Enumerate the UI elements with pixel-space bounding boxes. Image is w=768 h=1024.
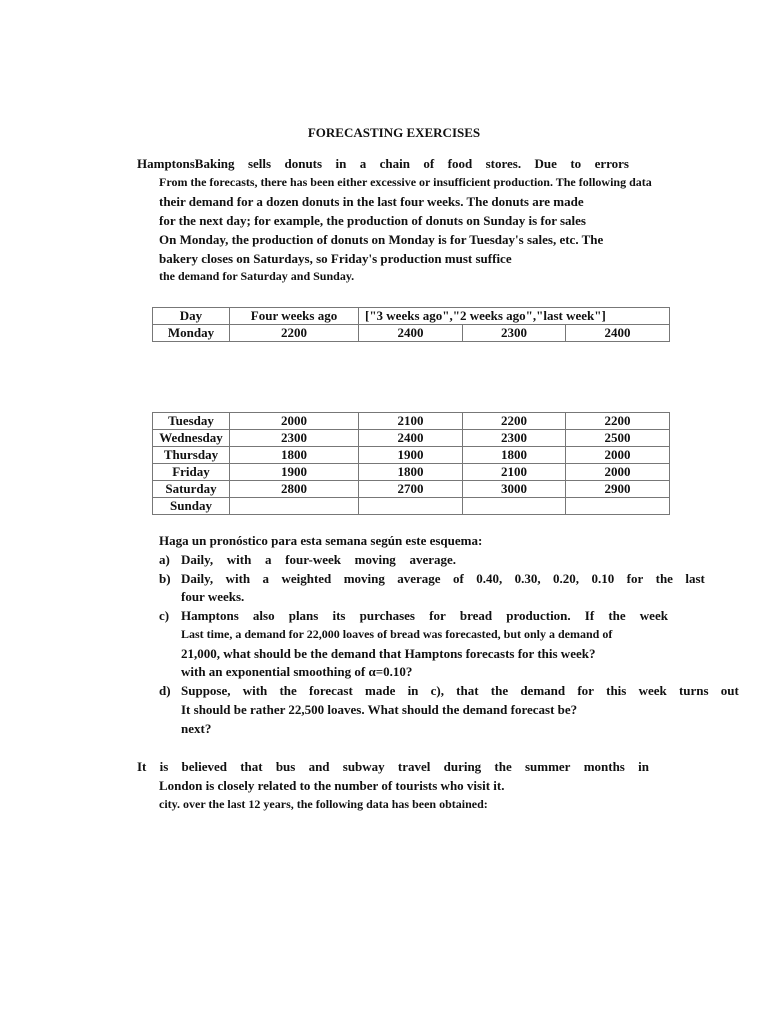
question-c-line-3: 21,000, what should be the demand that Hamptons forecasts for this week? (181, 646, 596, 661)
cell: 2400 (359, 325, 463, 342)
word: moving (354, 552, 396, 567)
exercise-2-line-1 (137, 759, 649, 775)
word: the (494, 759, 512, 774)
question-c-text (181, 608, 668, 624)
word: and (308, 759, 330, 774)
word: last (685, 571, 705, 586)
cell: 2900 (566, 481, 670, 498)
word: in (407, 683, 419, 698)
cell: 2200 (230, 325, 359, 342)
word: moving (343, 571, 385, 586)
word: Daily, (181, 552, 214, 567)
exercise-2-line-3: city. over the last 12 years, the following data has been obtained: (159, 797, 488, 811)
cell: 2700 (359, 481, 463, 498)
row-day: Saturday (153, 481, 230, 498)
word: week (639, 608, 668, 623)
word: in (335, 156, 347, 171)
cell: 2000 (230, 413, 359, 430)
intro-line-3: their demand for a dozen donuts in the last four weeks. The donuts are made (159, 194, 584, 209)
word: It (137, 759, 147, 774)
table-row (153, 498, 670, 515)
word: 0.20, (553, 571, 580, 586)
word: weighted (281, 571, 332, 586)
demand-table-header (152, 307, 670, 342)
document-title: FORECASTING EXERCISES (307, 125, 481, 140)
word: during (443, 759, 482, 774)
row-day: Wednesday (153, 430, 230, 447)
question-b-label: b) (159, 571, 171, 586)
question-c-label: c) (159, 608, 170, 623)
question-d-label: d) (159, 683, 171, 698)
intro-line-1 (137, 156, 629, 172)
question-a-label: a) (159, 552, 170, 567)
word: a (359, 156, 367, 171)
cell: 2500 (566, 430, 670, 447)
word: subway (342, 759, 385, 774)
word: 0.40, (476, 571, 503, 586)
word: bread (459, 608, 493, 623)
word: months (583, 759, 625, 774)
word: Daily, (181, 571, 214, 586)
question-a-text (181, 552, 456, 568)
word: with (242, 683, 268, 698)
header-day: Day (153, 308, 230, 325)
word: demand (520, 683, 566, 698)
header-four-weeks-ago: Four weeks ago (230, 308, 359, 325)
word: 0.10 (591, 571, 615, 586)
word: average (397, 571, 441, 586)
cell: 2000 (566, 447, 670, 464)
cell: 2400 (566, 325, 670, 342)
word: summer (524, 759, 571, 774)
row-day: Friday (153, 464, 230, 481)
word: HamptonsBaking (137, 156, 235, 171)
row-day: Monday (153, 325, 230, 342)
word: errors (594, 156, 629, 171)
word: Suppose, (181, 683, 231, 698)
word: bus (275, 759, 296, 774)
word: with (226, 552, 252, 567)
cell: 2300 (463, 325, 566, 342)
word: of (452, 571, 464, 586)
word: the (279, 683, 297, 698)
word: c), (430, 683, 444, 698)
word: for (429, 608, 446, 623)
word: the (490, 683, 509, 698)
cell: 1800 (230, 447, 359, 464)
word: with (225, 571, 251, 586)
intro-line-5: On Monday, the production of donuts on Monday is for Tuesday's sales, etc. The (159, 232, 604, 247)
word: that (456, 683, 479, 698)
word: week (638, 683, 667, 698)
demand-table-body (152, 412, 670, 515)
word: for (577, 683, 594, 698)
word: out (720, 683, 739, 698)
word: average. (409, 552, 456, 567)
word: made (365, 683, 396, 698)
cell (566, 498, 670, 515)
question-b-line-2: four weeks. (181, 589, 245, 604)
exercise-2-line-2: London is closely related to the number of tourists who visit it. (159, 778, 505, 793)
cell: 1900 (359, 447, 463, 464)
word: forecast (309, 683, 353, 698)
word: also (252, 608, 275, 623)
intro-line-7: the demand for Saturday and Sunday. (159, 269, 355, 283)
table-header-row (153, 308, 670, 325)
word: sells (247, 156, 272, 171)
word: donuts (284, 156, 323, 171)
table-row (153, 447, 670, 464)
word: travel (397, 759, 431, 774)
cell: 2200 (566, 413, 670, 430)
questions-lead: Haga un pronóstico para esta semana según este esquema: (159, 533, 483, 548)
word: If (584, 608, 595, 623)
word: the (608, 608, 626, 623)
word: a (265, 552, 272, 567)
word: for (626, 571, 644, 586)
word: production. (506, 608, 571, 623)
word: the (655, 571, 673, 586)
table-row (153, 430, 670, 447)
word: chain (379, 156, 410, 171)
cell: 2100 (359, 413, 463, 430)
cell: 2100 (463, 464, 566, 481)
word: plans (288, 608, 319, 623)
word: to (570, 156, 582, 171)
row-day: Sunday (153, 498, 230, 515)
question-c-line-2: Last time, a demand for 22,000 loaves of bread was forecasted, but only a demand of (181, 627, 613, 641)
cell: 2300 (463, 430, 566, 447)
cell: 2300 (230, 430, 359, 447)
word: this (606, 683, 627, 698)
word: stores. (485, 156, 522, 171)
cell: 2000 (566, 464, 670, 481)
cell: 1800 (463, 447, 566, 464)
word: that (240, 759, 263, 774)
intro-line-6: bakery closes on Saturdays, so Friday's production must suffice (159, 251, 512, 266)
cell: 2200 (463, 413, 566, 430)
word: believed (181, 759, 227, 774)
cell: 3000 (463, 481, 566, 498)
word: purchases (359, 608, 415, 623)
table-row (153, 413, 670, 430)
cell: 1900 (230, 464, 359, 481)
word: of (423, 156, 435, 171)
cell (230, 498, 359, 515)
table-row (153, 464, 670, 481)
word: turns (678, 683, 709, 698)
word: four-week (285, 552, 341, 567)
word: Hamptons (181, 608, 239, 623)
cell (463, 498, 566, 515)
intro-line-4: for the next day; for example, the production of donuts on Sunday is for sales (159, 213, 586, 228)
intro-line-2: From the forecasts, there has been either excessive or insufficient production. The following data (159, 175, 652, 189)
word: 0.30, (514, 571, 541, 586)
word: in (638, 759, 649, 774)
question-d-line-2: It should be rather 22,500 loaves. What should the demand forecast be? (181, 702, 578, 717)
question-c-line-4: with an exponential smoothing of α=0.10? (181, 664, 413, 679)
word: Due (534, 156, 557, 171)
word: its (332, 608, 346, 623)
row-day: Tuesday (153, 413, 230, 430)
row-day: Thursday (153, 447, 230, 464)
cell: 1800 (359, 464, 463, 481)
header-recent-weeks: ["3 weeks ago","2 weeks ago","last week"] (359, 308, 670, 325)
table-row (153, 325, 670, 342)
question-d-text (181, 683, 739, 699)
cell: 2800 (230, 481, 359, 498)
question-d-line-3: next? (181, 721, 212, 736)
word: a (262, 571, 270, 586)
cell: 2400 (359, 430, 463, 447)
question-b-text (181, 571, 705, 587)
table-row (153, 481, 670, 498)
word: food (447, 156, 473, 171)
word: is (159, 759, 169, 774)
cell (359, 498, 463, 515)
